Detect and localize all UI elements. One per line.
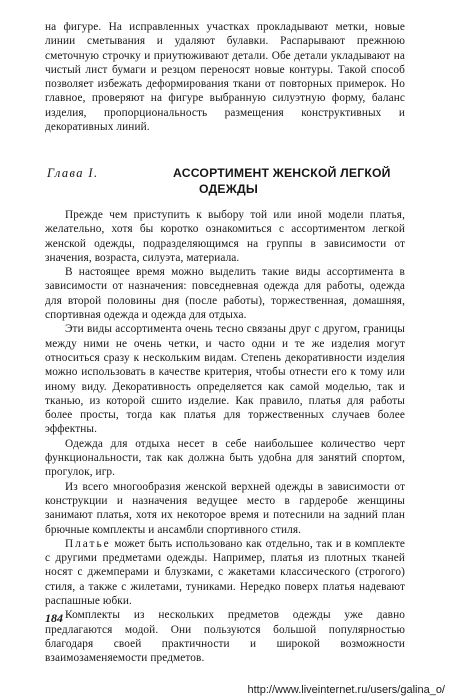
paragraph-5: Из всего многообразия женской верхней одежды в зависимости от конструкции и назначения ведущее место в гардеробе женщины занимают платья, хотя их некоторое время и потеснили на задний план брючные комплекты и ансамбли спортивного стиля. xyxy=(45,480,405,536)
paragraph-4: Одежда для отдыха несет в себе наибольшее количество черт функциональности, так как должна быть удобна для занятий спортом, прогулок, игр. xyxy=(45,437,405,479)
top-paragraph-block xyxy=(45,20,405,134)
page-number: 184 xyxy=(45,611,63,625)
chapter-body xyxy=(45,208,405,666)
dress-term: Платье xyxy=(65,537,111,550)
paragraph-3: Эти виды ассортимента очень тесно связаны друг с другом, границы между ними не очень четки, и часто одни и те же изделия могут относиться сразу к нескольким видам. Степень декоративности изделия можно использовать в качестве критерия, чтобы отнести его к тому или иному виду. Декоративность определяется как самой моделью, так и тканью, из которой сшито изделие. Как правило, платья для работы более просты, тогда как платья для торжественных случаев более эффектны. xyxy=(45,323,405,436)
chapter-title-line-1: АССОРТИМЕНТ ЖЕНСКОЙ ЛЕГКОЙ xyxy=(173,166,391,180)
paragraph-6 xyxy=(45,537,405,608)
paragraph-6-text: может быть использовано как отдельно, так и в комплекте с другими предметами одежды. Например, платья из плотных тканей носят с джемперами и блузками, с жакетами классического (строгого) стиля, а также с жилетами, туниками. Нередко поверх платья надевают распашные юбки. xyxy=(45,537,405,608)
watermark-url: http://www.liveinternet.ru/users/galina_o/ xyxy=(247,684,445,696)
paragraph-2: В настоящее время можно выделить такие виды ассортимента в зависимости от назначения: повседневная одежда для работы, одежда для второй половины дня (после работы), торжественная, домашняя, спортивная одежда и одежда для отдыха. xyxy=(45,266,405,322)
top-paragraph: на фигуре. На исправленных участках прокладывают метки, новые линии сметывания и удаляют булавки. Распарывают прежнюю сметочную строчку и приутюживают детали. Обе детали укладывают на чистый лист бумаги и резцом переносят новые контуры. Такой способ позволяет избежать деформирования ткани от повторных примерок. Но главное, проверяют на фигуре выбранную силуэтную форму, баланс изделия, пропорциональность размещения конструктивных и декоративных линий. xyxy=(45,21,405,134)
paragraph-1: Прежде чем приступить к выбору той или иной модели платья, желательно, хотя бы коротко ознакомиться с ассортиментом легкой женской одежды, подразделяющимся на группы в зависимости от значения, возраста, силуэта, материала. xyxy=(45,209,405,264)
chapter-heading xyxy=(45,166,405,198)
chapter-title-line-2: ОДЕЖДЫ xyxy=(199,182,258,196)
chapter-label: Глава I. xyxy=(47,166,99,180)
paragraph-7: Комплекты из нескольких предметов одежды уже давно предлагаются модой. Они пользуются большой популярностью благодаря своей практичности и широкой возможности взаимозаменяемости предметов. xyxy=(45,609,405,665)
